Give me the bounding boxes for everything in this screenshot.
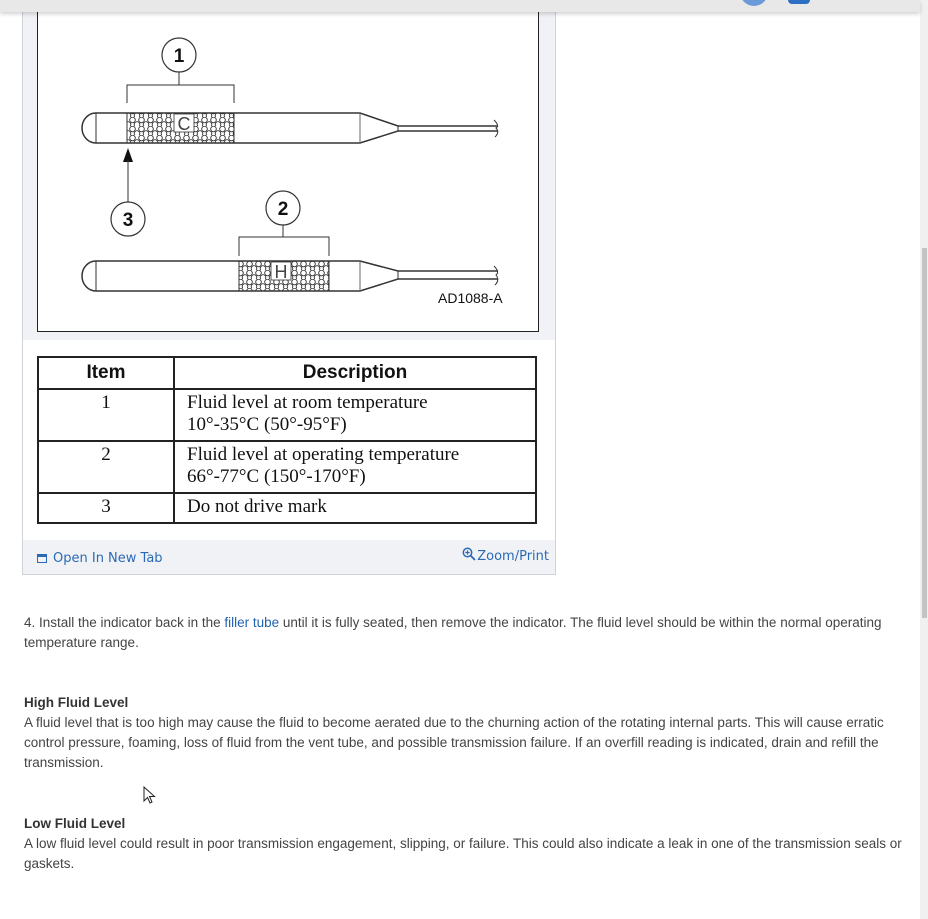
low-fluid-level-heading: Low Fluid Level [24,816,126,831]
low-fluid-level-text: A low fluid level could result in poor transmission engagement, slipping, or failure. This could also indicate a leak in one of the transmission seals or gaskets. [24,836,902,871]
open-in-new-tab-label: Open In New Tab [53,551,163,566]
step-4-paragraph [24,613,904,653]
new-tab-icon [37,554,47,563]
description-line: 66°-77°C (150°-170°F) [187,466,366,487]
header-item: Item [38,357,174,389]
legend-header-row [38,357,536,389]
legend-section [23,340,555,540]
dipstick-illustration [37,0,539,332]
header-description: Description [174,357,536,389]
figure-footer [23,546,555,574]
cold-mark: C [177,114,191,134]
callout-3: 3 [122,210,134,231]
toggle-icon[interactable] [788,0,810,4]
table-row [38,493,536,523]
row-description [174,389,536,441]
description-line: Fluid level at room temperature [187,392,428,413]
table-row [38,389,536,441]
scrollbar-thumb[interactable] [922,248,927,618]
high-fluid-level-text: A fluid level that is too high may cause the fluid to become aerated due to the churning action of the rotating internal parts. This will cause erratic control pressure, foaming, loss of fluid from the vent tube, and possible transmission failure. If an overfill reading is indicated, drain and refill the transmission. [24,715,884,770]
row-description [174,441,536,493]
vertical-scrollbar[interactable] [920,0,928,919]
row-item: 2 [38,441,174,493]
step-4-text: 4. Install the indicator back in the [24,615,225,630]
zoom-print-link[interactable] [462,549,549,564]
filler-tube-link[interactable]: filler tube [224,615,280,630]
description-line: Fluid level at operating temperature [187,444,460,465]
row-item: 1 [38,389,174,441]
mouse-cursor-icon [143,786,157,806]
user-avatar[interactable] [740,0,768,6]
description-line: 10°-35°C (50°-95°F) [187,414,347,435]
callout-1: 1 [173,46,185,67]
figure-id: AD1088-A [438,290,503,306]
high-fluid-level-heading: High Fluid Level [24,695,129,710]
open-in-new-tab-link[interactable] [37,551,163,566]
description-line: Do not drive mark [187,496,327,517]
zoom-in-icon [462,547,476,561]
legend-table [37,356,537,524]
step-4-text-end: until it is fully seated, then remove the indicator. The fluid level should be within the normal operating temperature range. [24,615,882,650]
row-description [174,493,536,523]
figure-card [22,0,556,575]
dipstick-hot [82,191,498,291]
callout-2: 2 [277,199,289,220]
top-toolbar [0,0,920,12]
dipstick-diagram [38,0,540,332]
hot-mark: H [274,262,288,282]
zoom-print-label: Zoom/Print [477,549,549,564]
table-row [38,441,536,493]
row-item: 3 [38,493,174,523]
